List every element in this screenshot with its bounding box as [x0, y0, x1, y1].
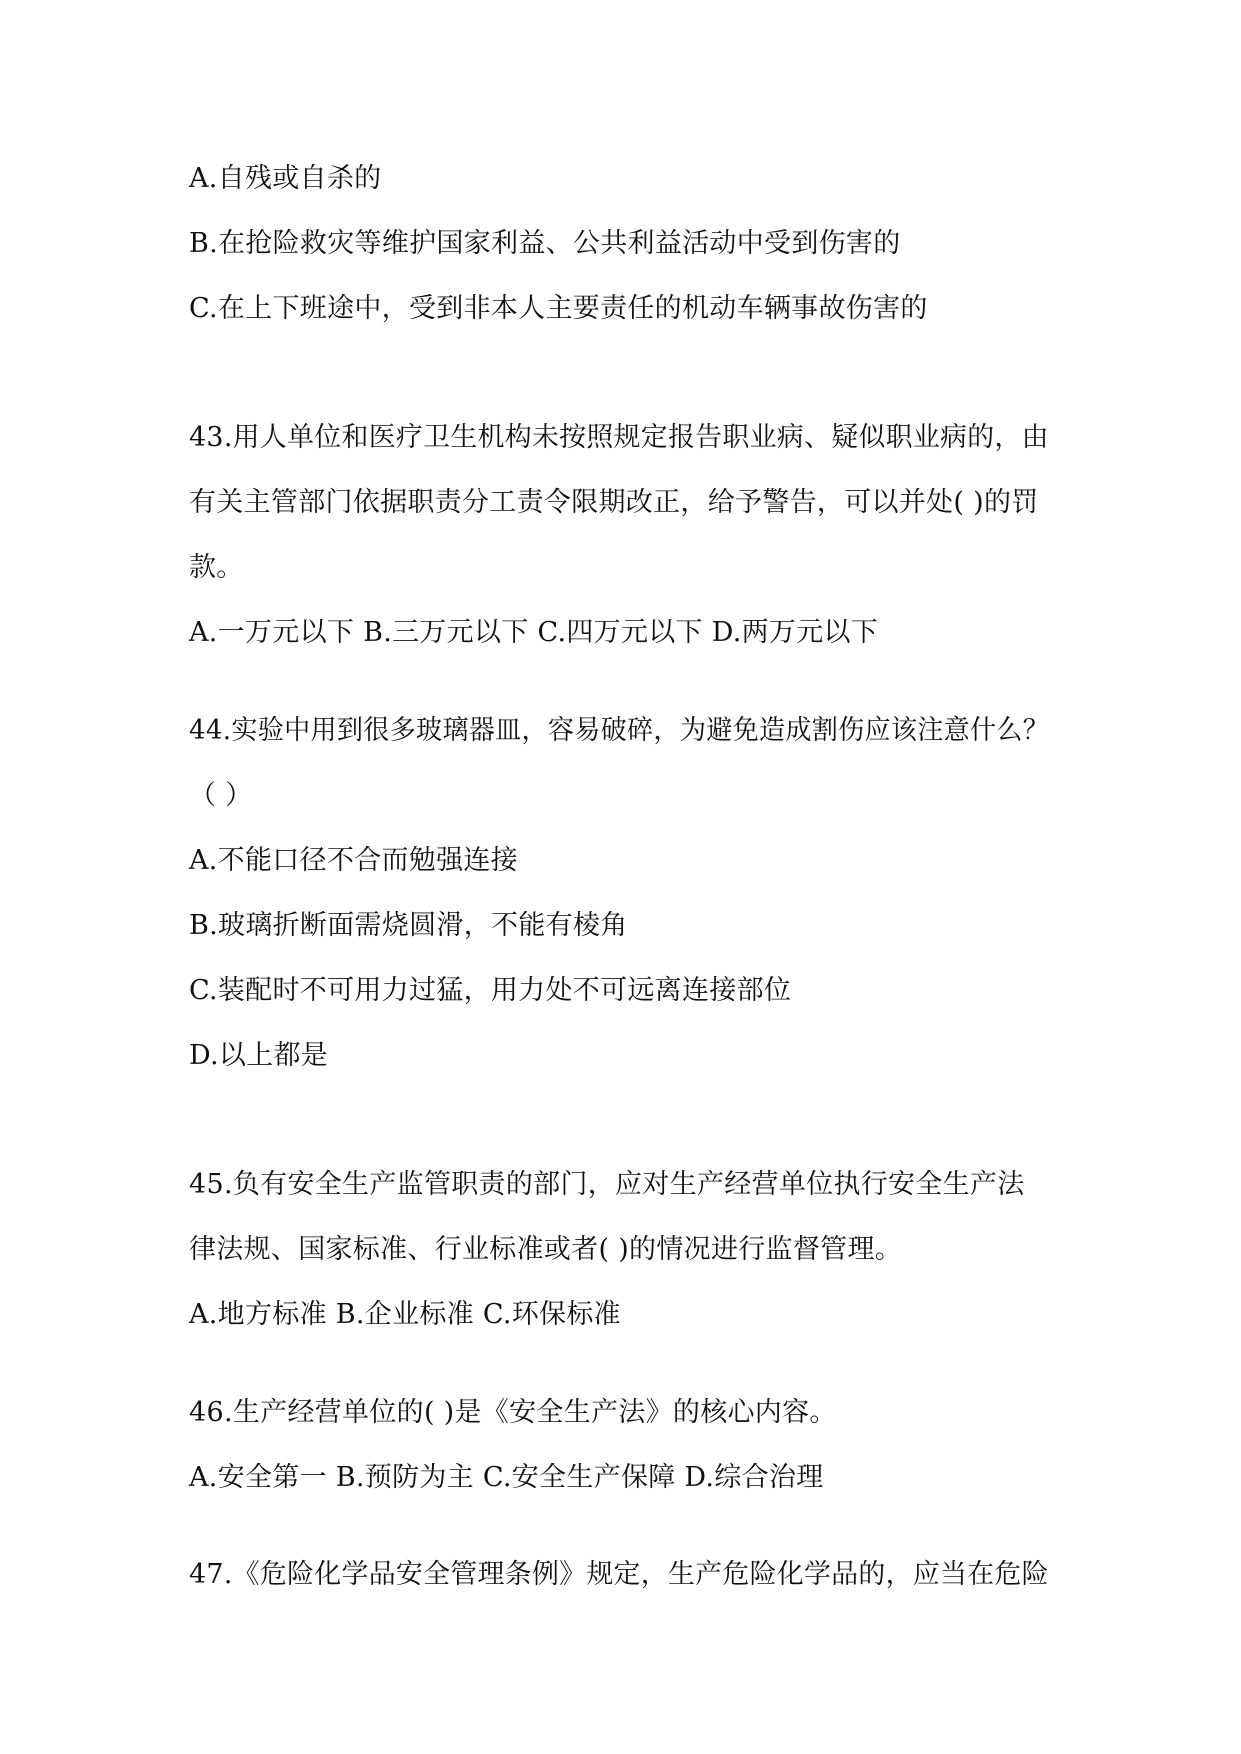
option-a-q42: A.自残或自杀的 — [189, 163, 382, 194]
question-45-line-1: 45.负有安全生产监管职责的部门，应对生产经营单位执行安全生产法 — [189, 1169, 1025, 1200]
question-44-line-2: （ ） — [189, 780, 253, 811]
option-b-q42: B.在抢险救灾等维护国家利益、公共利益活动中受到伤害的 — [189, 228, 901, 259]
option-b-q44: B.玻璃折断面需烧圆滑，不能有棱角 — [189, 910, 628, 941]
option-a-q44: A.不能口径不合而勉强连接 — [189, 845, 518, 876]
options-q46: A.安全第一 B.预防为主 C.安全生产保障 D.综合治理 — [189, 1462, 824, 1493]
option-c-q44: C.装配时不可用力过猛，用力处不可远离连接部位 — [189, 975, 792, 1006]
options-q43: A.一万元以下 B.三万元以下 C.四万元以下 D.两万元以下 — [189, 617, 879, 648]
options-q45: A.地方标准 B.企业标准 C.环保标准 — [189, 1299, 621, 1330]
question-46: 46.生产经营单位的( )是《安全生产法》的核心内容。 — [189, 1397, 837, 1428]
option-d-q44: D.以上都是 — [189, 1040, 329, 1071]
option-c-q42: C.在上下班途中，受到非本人主要责任的机动车辆事故伤害的 — [189, 293, 928, 324]
question-43-line-2: 有关主管部门依据职责分工责令限期改正，给予警告，可以并处( )的罚 — [189, 487, 1039, 518]
question-45-line-2: 律法规、国家标准、行业标准或者( )的情况进行监督管理。 — [189, 1234, 903, 1265]
question-43-line-1: 43.用人单位和医疗卫生机构未按照规定报告职业病、疑似职业病的，由 — [189, 422, 1049, 453]
question-47-line-1: 47.《危险化学品安全管理条例》规定，生产危险化学品的，应当在危险 — [189, 1559, 1049, 1590]
question-43-line-3: 款。 — [189, 552, 244, 583]
question-44-line-1: 44.实验中用到很多玻璃器皿，容易破碎，为避免造成割伤应该注意什么？ — [189, 715, 1050, 746]
